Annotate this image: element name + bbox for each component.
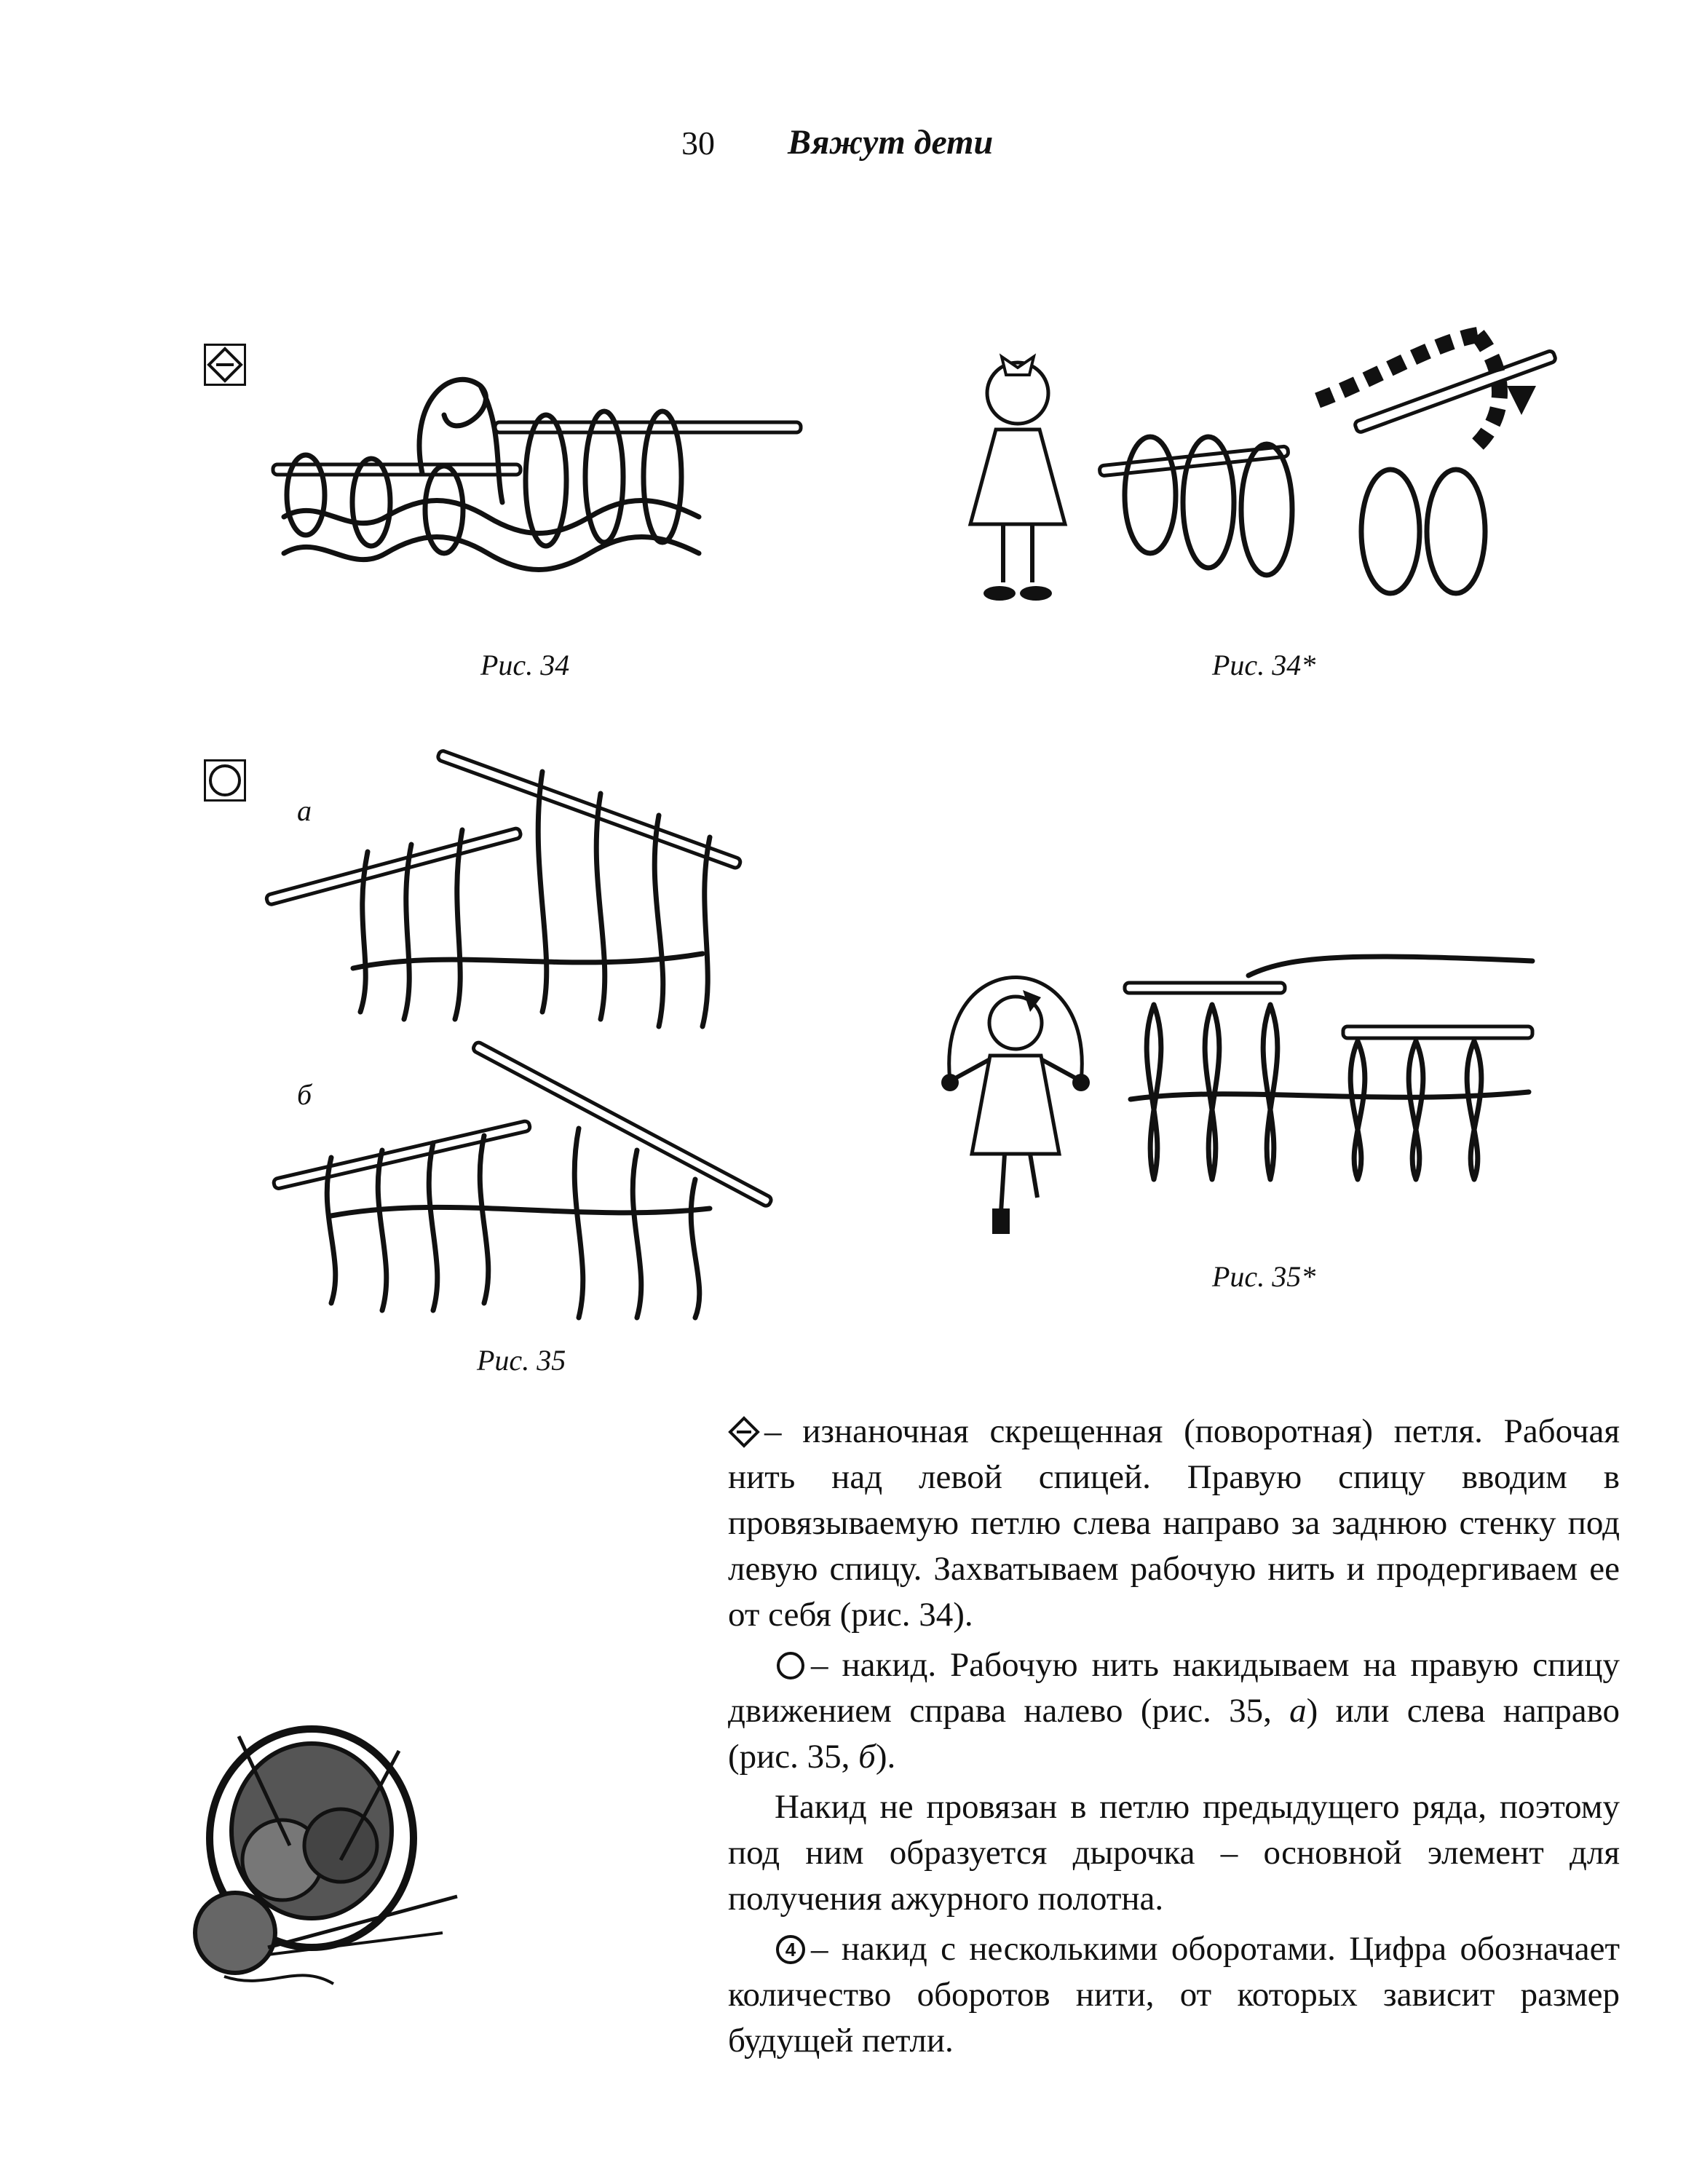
- left-needle-35b: [273, 1120, 531, 1190]
- right-needle-35star: [1125, 983, 1285, 993]
- paragraph-2-b: б: [858, 1738, 876, 1776]
- fig34-caption: Рис. 34: [480, 649, 570, 681]
- paragraph-2-before: – накид. Рабочую нить накидываем на правую спицу движением справа налево (рис. 35,: [728, 1646, 1620, 1730]
- yarn-over-icon: [206, 761, 244, 799]
- girl-jump-rope-illustration: [921, 914, 1110, 1249]
- paragraph-1-text: – изнаночная скрещенная (поворотная) петля. Рабочая нить над левой спицей. Правую спицу вводим в провязываемую петлю слева направо за заднюю стенку под левую спицу. Захватываем рабочую нить и продергиваем ее от себя (рис. 34).: [728, 1412, 1620, 1634]
- working-yarn-35star: [1248, 957, 1532, 976]
- yarn-over-inline-icon: [775, 1650, 807, 1682]
- fig34-knitting-illustration: [262, 357, 815, 575]
- page-number: 30: [681, 124, 715, 162]
- paragraph-2-a: а: [1289, 1692, 1307, 1730]
- paragraph-3-text: Накид не провязан в петлю предыдущего ряда, поэтому под ним образуется дырочка – основной элемент для получения ажурного полотна.: [728, 1788, 1620, 1918]
- arrowhead-icon: [1507, 386, 1536, 415]
- paragraph-2-mid: ) или слева направо (рис. 35,: [728, 1692, 1620, 1776]
- purl-crossed-loop-symbol-box: [204, 344, 246, 386]
- left-needle: [273, 464, 521, 475]
- wrap-count-number: 4: [785, 1939, 796, 1961]
- stitches-35a: [353, 772, 710, 1026]
- fig35-label-a: а: [297, 794, 312, 827]
- right-needle-35a: [437, 750, 741, 869]
- purl-crossed-loop-inline-icon: [728, 1416, 760, 1448]
- yarn-over-symbol-box: [204, 759, 246, 802]
- fig34-star-needles-illustration: [1099, 313, 1551, 648]
- left-needle-35star: [1343, 1026, 1532, 1038]
- fig35-label-b: б: [297, 1078, 312, 1111]
- fig35b-illustration: [273, 1026, 826, 1332]
- paragraph-yarn-over: [728, 1642, 1620, 1780]
- numbered-yarn-over-inline-icon: [775, 1934, 807, 1966]
- fig35-star-stockinette-illustration: [1125, 932, 1532, 1194]
- girl-illustration-34: [959, 335, 1076, 626]
- running-title: Вяжут дети: [788, 123, 994, 162]
- knitting-basket-illustration: [181, 1714, 486, 2020]
- paragraph-openwork: [728, 1784, 1620, 1922]
- fig34-star-caption: Рис. 34*: [1212, 649, 1316, 681]
- left-needle-35a: [266, 828, 521, 906]
- paragraph-purl-crossed-loop: [728, 1409, 1620, 1638]
- body-text: [728, 1409, 1620, 2064]
- fig35-star-caption: Рис. 35*: [1212, 1260, 1316, 1293]
- loop-rows: [284, 411, 699, 570]
- paragraph-2-end: ).: [875, 1738, 896, 1776]
- paragraph-4-text: – накид с несколькими оборотами. Цифра обозначает количество оборотов нити, от которых зависит размер будущей петли.: [728, 1930, 1620, 2060]
- fig35a-illustration: [266, 735, 790, 1041]
- purl-crossed-loop-icon: [206, 346, 244, 384]
- paragraph-multi-wrap-yarn-over: [728, 1926, 1620, 2064]
- fig35-caption: Рис. 35: [477, 1344, 566, 1377]
